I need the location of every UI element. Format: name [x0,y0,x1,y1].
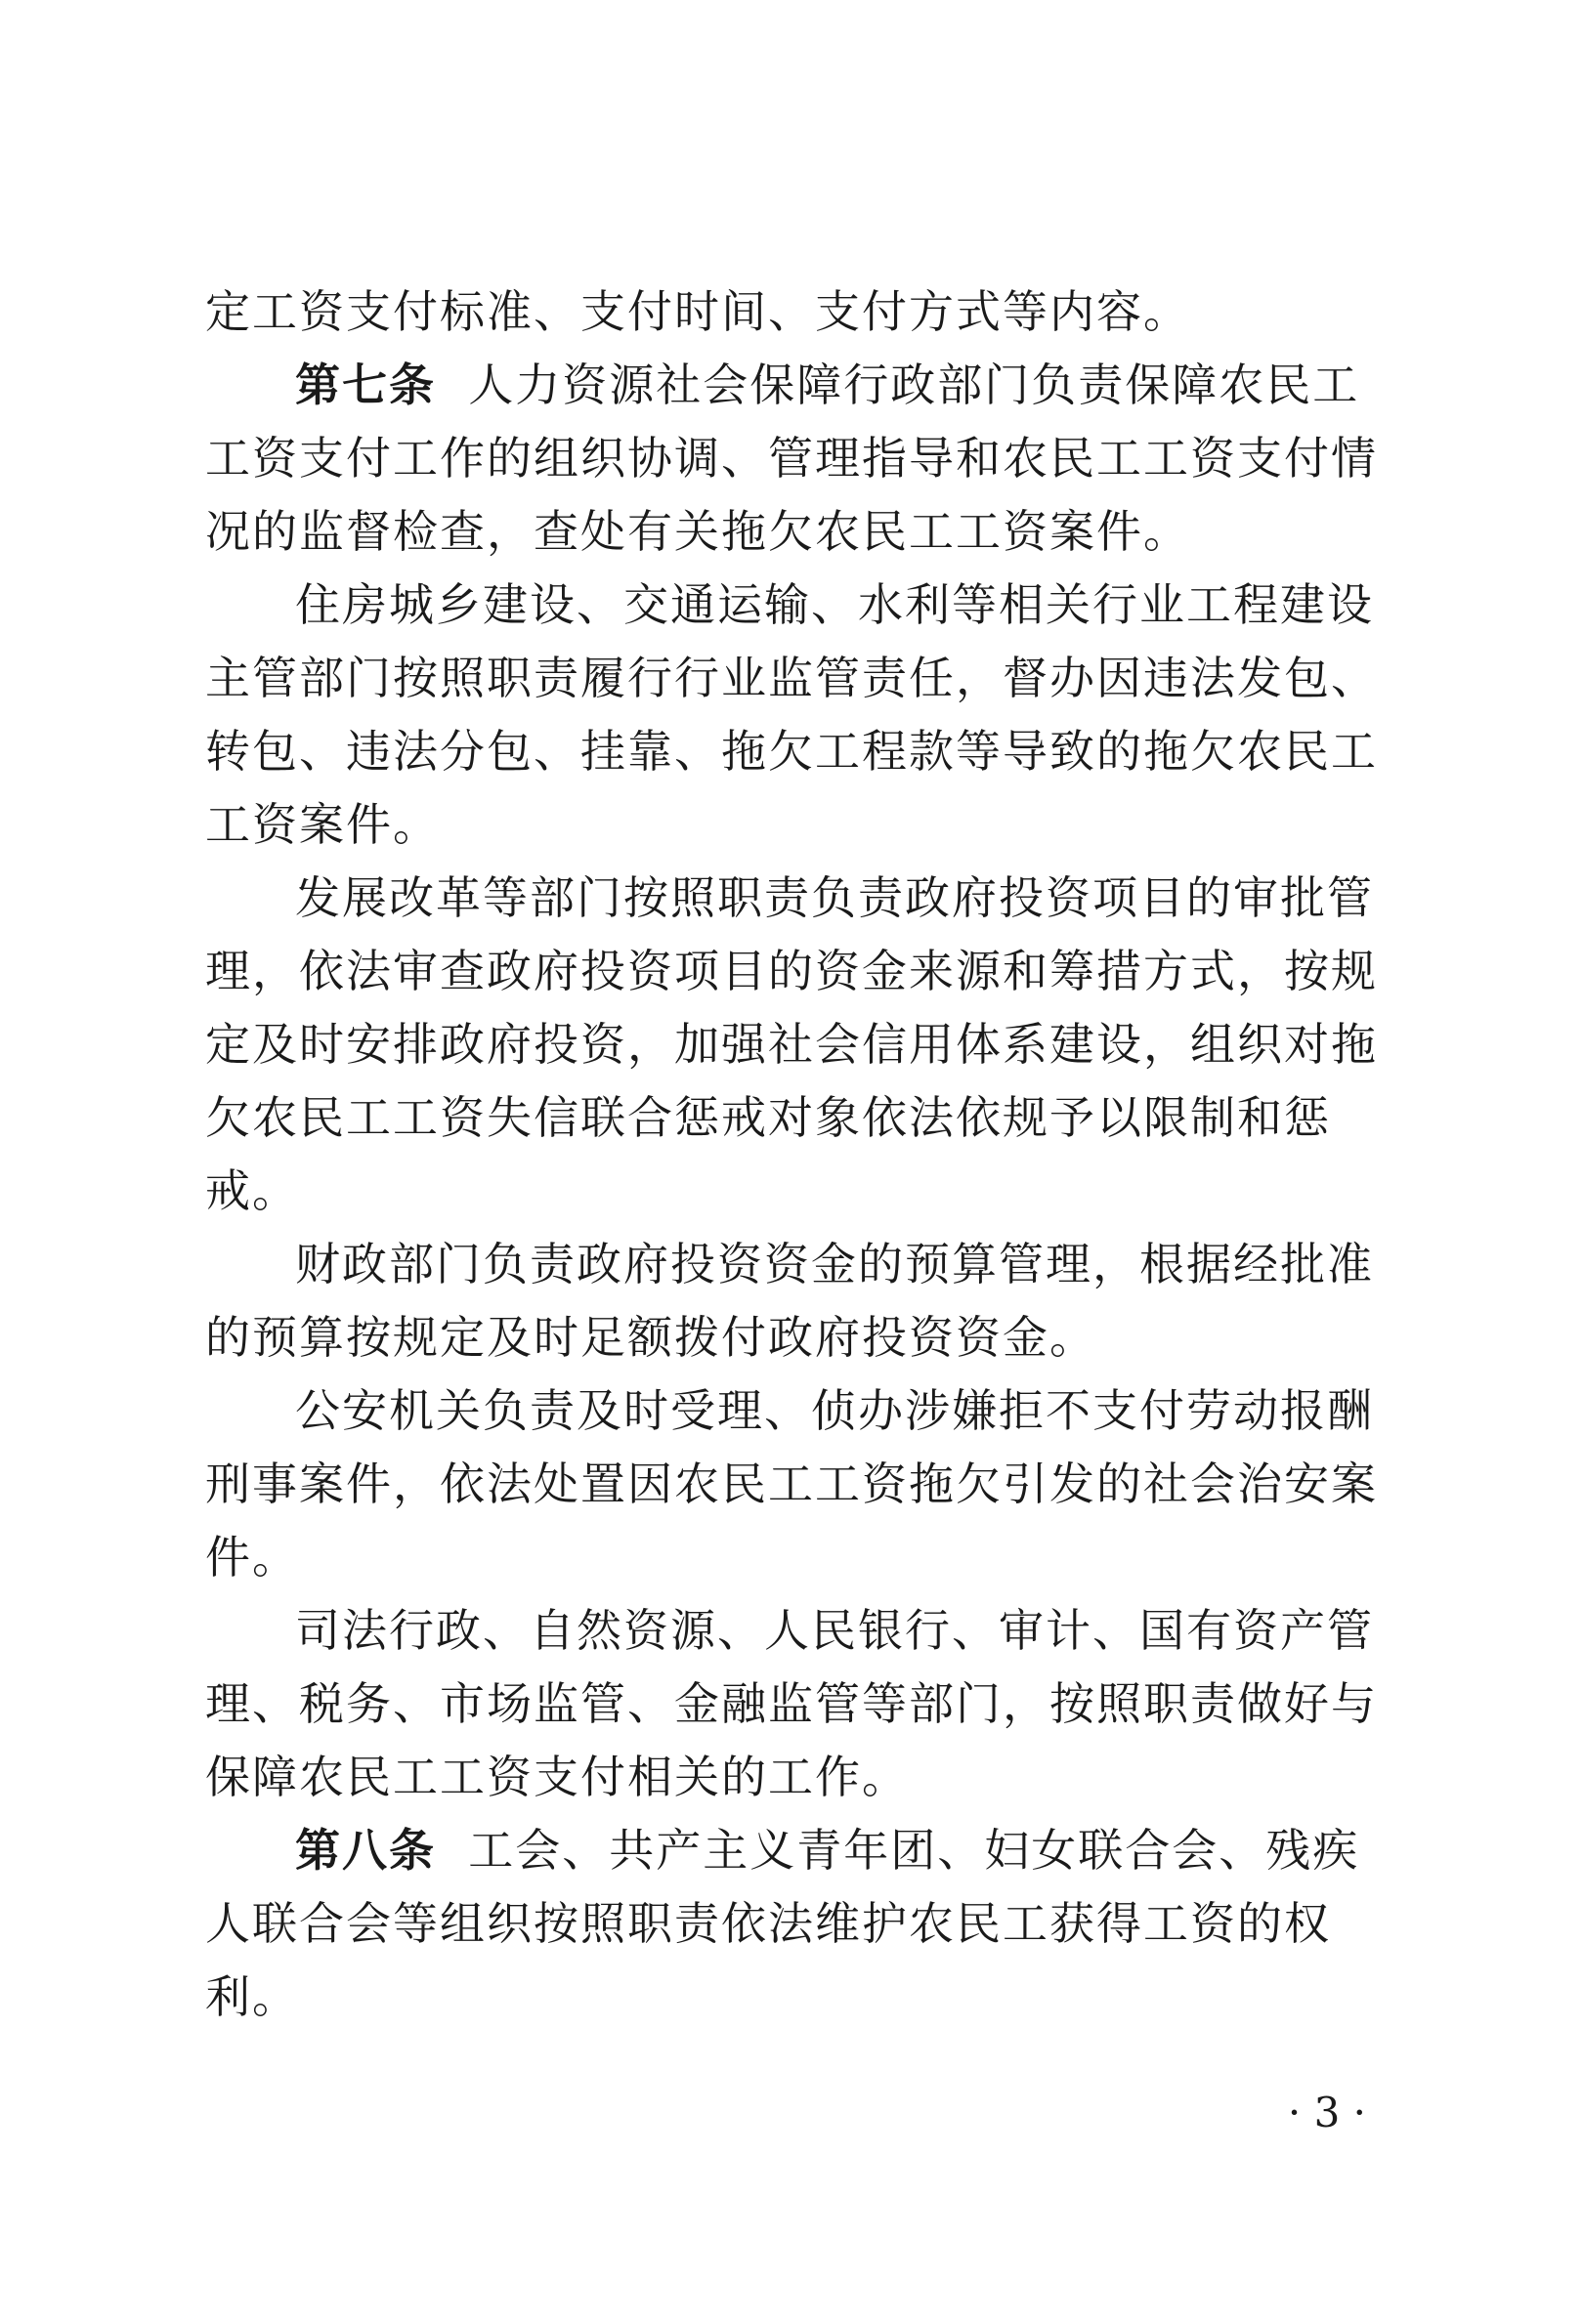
paragraph-start: 财政部门负责政府投资资金的预算管理，根据经批准 [295,1238,1374,1290]
paragraph-start: 司法行政、自然资源、人民银行、审计、国有资产管 [295,1604,1374,1657]
text-line: 理，依法审查政府投资项目的资金来源和筹措方式，按规 [205,945,1378,997]
text-line: 人联合会等组织按照职责依法维护农民工获得工资的权 [205,1897,1331,1950]
text-line: 工资案件。 [205,798,440,851]
article-8-line [205,1814,1366,1887]
page-number: · 3 · [1287,2089,1366,2136]
text-line: 定工资支付标准、支付时间、支付方式等内容。 [205,285,1190,338]
article-7-line [205,349,1366,422]
text-line: 件。 [205,1531,299,1584]
text-line: 况的监督检查，查处有关拖欠农民工工资案件。 [205,505,1190,558]
article-7-text: 人力资源社会保障行政部门负责保障农民工 [468,359,1360,411]
article-7-heading: 第七条 [295,359,436,411]
text-line: 理、税务、市场监管、金融监管等部门，按照职责做好与 [205,1677,1378,1730]
text-line: 的预算按规定及时足额拨付政府投资资金。 [205,1311,1096,1364]
text-line: 欠农民工工资失信联合惩戒对象依法依规予以限制和惩 [205,1091,1331,1144]
text-line: 戒。 [205,1164,299,1217]
article-8-text: 工会、共产主义青年团、妇女联合会、残疾 [468,1824,1360,1877]
paragraph-start: 发展改革等部门按照职责负责政府投资项目的审批管 [295,871,1374,924]
text-line: 主管部门按照职责履行行业监管责任，督办因违法发包、 [205,652,1378,704]
article-8-heading: 第八条 [295,1824,436,1877]
paragraph-start: 住房城乡建设、交通运输、水利等相关行业工程建设 [295,578,1374,631]
text-line: 定及时安排政府投资，加强社会信用体系建设，组织对拖 [205,1018,1378,1071]
paragraph-start: 公安机关负责及时受理、侦办涉嫌拒不支付劳动报酬 [295,1384,1374,1437]
text-line: 转包、违法分包、挂靠、拖欠工程款等导致的拖欠农民工 [205,725,1378,778]
text-line: 保障农民工工资支付相关的工作。 [205,1751,909,1803]
text-line: 工资支付工作的组织协调、管理指导和农民工工资支付情 [205,432,1378,485]
text-line: 利。 [205,1970,299,2023]
text-line: 刑事案件，依法处置因农民工工资拖欠引发的社会治安案 [205,1458,1378,1510]
document-body [205,275,1378,2034]
